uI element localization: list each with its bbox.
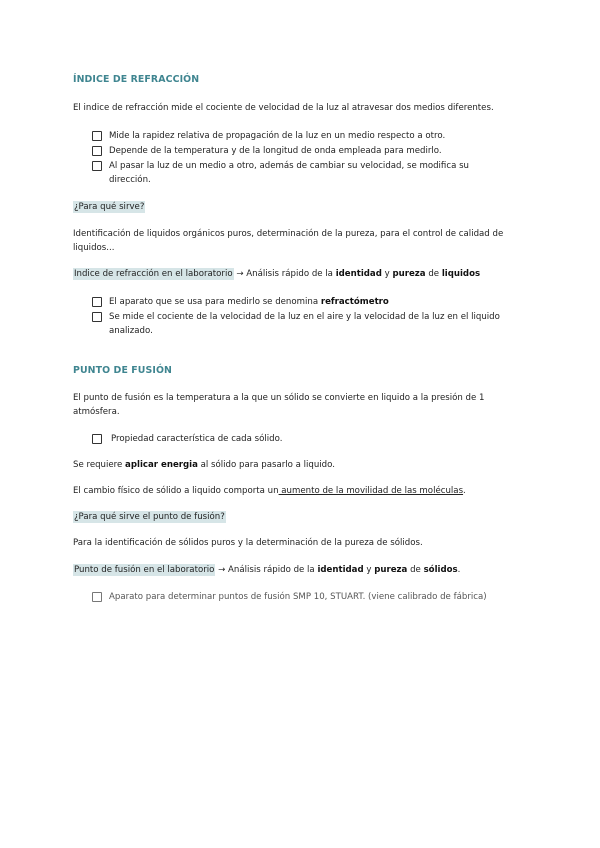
checklist-item [92, 129, 519, 143]
answer-refraccion: Identificación de liquidos orgánicos puros, determinación de la pureza, para el control de calidad de liquidos... [73, 229, 504, 253]
section-heading-fusion: PUNTO DE FUSIÓN [73, 365, 172, 376]
checkbox[interactable] [92, 161, 102, 171]
checklist-fusion [92, 432, 521, 446]
checklist-refraccion [92, 129, 519, 187]
preposition: de [425, 269, 442, 279]
section-heading-refraccion: ÍNDICE DE REFRACCIÓN [73, 74, 200, 85]
highlighted-question: ¿Para qué sirve el punto de fusión? [74, 512, 225, 522]
checklist-device [92, 590, 549, 604]
question-fusion [73, 510, 533, 524]
checklist-item-text: Al pasar la luz de un medio a otro, además de cambiar su velocidad, se modifica su dirección. [109, 161, 469, 185]
highlighted-question: ¿Para qué sirve? [74, 202, 145, 212]
bold-aplicar-energia: aplicar energia [125, 460, 198, 470]
checklist-item-text: Se mide el cociente de la velocidad de la luz en el aire y la velocidad de la luz en el liquido analizado. [109, 312, 500, 336]
item-text: El aparato que se usa para medirlo se denomina [109, 297, 321, 307]
highlighted-lab-label: Punto de fusión en el laboratorio [74, 565, 215, 575]
checkbox[interactable] [92, 434, 102, 444]
lab-line-fusion [73, 563, 543, 577]
checklist-item-text: Mide la rapidez relativa de propagación de la luz en un medio respecto a otro. [109, 131, 446, 141]
conjunction: y [363, 565, 375, 575]
energy-post: al sólido para pasarlo a liquido. [197, 460, 335, 470]
lab-arrow-text: → Análisis rápido de la [215, 565, 318, 575]
paragraph-intro-fusion: El punto de fusión es la temperatura a la que un sólido se convierte en liquido a la presión de 1 atmósfera. [73, 393, 485, 417]
checklist-item-text: Propiedad característica de cada sólido. [111, 434, 283, 444]
preposition: de [407, 565, 424, 575]
underlined-movilidad: aumento de la movilidad de las moléculas [278, 486, 464, 496]
checklist-item-text [109, 295, 519, 309]
checklist-item [92, 295, 519, 309]
checklist-item-text: Depende de la temperatura y de la longitud de onda empleada para medirlo. [109, 146, 442, 156]
checkbox[interactable] [92, 297, 102, 307]
conjunction: y [381, 269, 393, 279]
bold-liquidos: liquidos [441, 269, 481, 279]
highlighted-lab-label: Indice de refracción en el laboratorio [74, 269, 233, 279]
checklist-item [92, 159, 519, 187]
checklist-item [92, 590, 549, 604]
checkbox[interactable] [92, 592, 102, 602]
change-line [73, 484, 533, 498]
answer-fusion: Para la identificación de sólidos puros y la determinación de la pureza de sólidos. [73, 538, 423, 548]
bold-identidad: identidad [335, 269, 382, 279]
checklist-item-text: Aparato para determinar puntos de fusión SMP 10, STUART. (viene calibrado de fábrica) [109, 592, 487, 602]
energy-line [73, 458, 533, 472]
lab-line-refraccion [73, 267, 543, 281]
checklist-item [92, 144, 519, 158]
paragraph-intro-refraccion: El indice de refracción mide el cociente de velocidad de la luz al atravesar dos medios diferentes. [73, 103, 494, 113]
checkbox[interactable] [92, 131, 102, 141]
change-pre: El cambio físico de sólido a liquido comporta un [73, 486, 279, 496]
bold-pureza: pureza [374, 565, 408, 575]
checklist-item [92, 310, 519, 338]
energy-pre: Se requiere [73, 460, 126, 470]
bold-identidad: identidad [317, 565, 364, 575]
checkbox[interactable] [92, 146, 102, 156]
checkbox[interactable] [92, 312, 102, 322]
bold-refractometro: refractómetro [320, 297, 389, 307]
question-refraccion [73, 200, 533, 214]
checklist-lab-refraccion [92, 295, 519, 338]
bold-solidos: sólidos [423, 565, 458, 575]
checklist-item [92, 432, 521, 446]
lab-arrow-text: → Análisis rápido de la [233, 269, 336, 279]
period: . [457, 565, 461, 575]
bold-pureza: pureza [392, 269, 426, 279]
change-post: . [463, 486, 466, 496]
